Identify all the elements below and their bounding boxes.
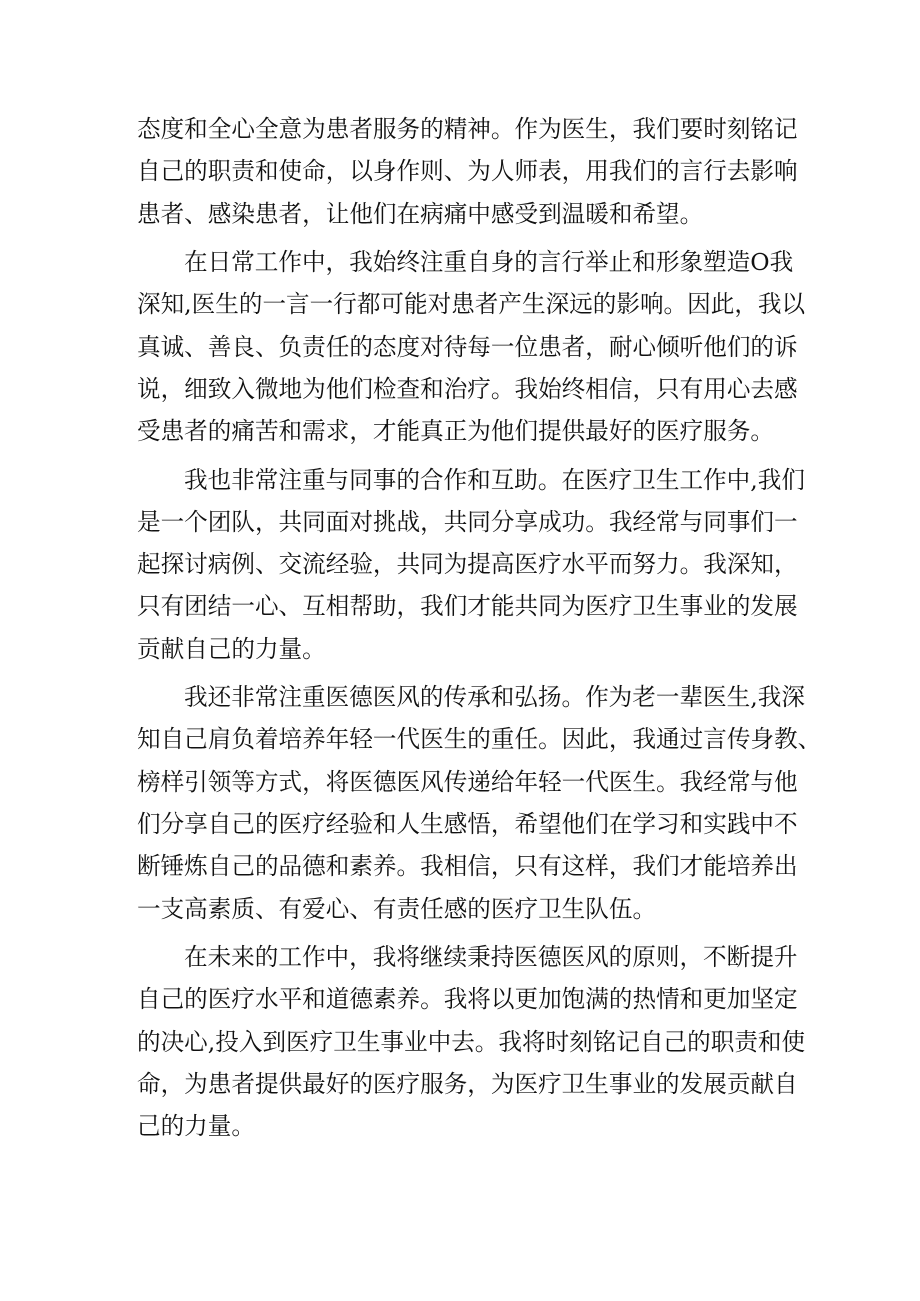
text-line: 在未来的工作中，我将继续秉持医德医风的原则，不断提升 (184, 943, 798, 972)
text-line: 一支高素质、有爱心、有责任感的医疗卫生队伍。 (137, 894, 657, 923)
text-line: 我也非常注重与同事的合作和互助。在医疗卫生工作中,我们 (184, 465, 805, 494)
text-line: 只有团结一心、互相帮助，我们才能共同为医疗卫生事业的发展 (137, 592, 798, 621)
text-line: 们分享自己的医疗经验和人生感悟，希望他们在学习和实践中不 (137, 810, 798, 839)
text-line: 断锤炼自己的品德和素养。我相信，只有这样，我们才能培养出 (137, 852, 798, 881)
text-line: 在日常工作中，我始终注重自身的言行举止和形象塑造O我 (184, 247, 794, 276)
text-line: 命，为患者提供最好的医疗服务，为医疗卫生事业的发展贡献自 (137, 1069, 798, 1098)
paragraph-3 (137, 459, 805, 670)
text-line: 我还非常注重医德医风的传承和弘扬。作为老一辈医生,我深 (184, 683, 805, 712)
text-line: 态度和全心全意为患者服务的精神。作为医生，我们要时刻铭记 (137, 115, 798, 143)
text-line: 起探讨病例、交流经验，共同为提高医疗水平而努力。我深知， (137, 550, 798, 579)
text-line: 的决心,投入到医疗卫生事业中去。我将时刻铭记自己的职责和使 (137, 1027, 806, 1056)
text-line: 是一个团队，共同面对挑战，共同分享成功。我经常与同事们一 (137, 507, 798, 536)
paragraph-1 (137, 108, 798, 235)
paragraph-4 (137, 676, 822, 930)
text-line: 贡献自己的力量。 (137, 634, 326, 663)
text-line: 自己的医疗水平和道德素养。我将以更加饱满的热情和更加坚定 (137, 985, 798, 1014)
document-body (137, 108, 822, 1148)
text-line: 受患者的痛苦和需求，才能真正为他们提供最好的医疗服务。 (137, 417, 775, 446)
paragraph-5 (137, 936, 806, 1147)
text-line: 榜样引领等方式，将医德医风传递给年轻一代医生。我经常与他 (137, 767, 798, 796)
text-line: 说，细致入微地为他们检查和治疗。我始终相信，只有用心去感 (137, 374, 798, 403)
text-line: 知自己肩负着培养年轻一代医生的重任。因此，我通过言传身教、 (137, 725, 822, 754)
text-line: 自己的职责和使命，以身作则、为人师表，用我们的言行去影响 (137, 157, 798, 186)
text-line: 患者、感染患者，让他们在病痛中感受到温暖和希望。 (137, 199, 704, 228)
paragraph-2 (137, 241, 806, 452)
text-line: 己的力量。 (137, 1112, 255, 1141)
text-line: 深知,医生的一言一行都可能对患者产生深远的影响。因此，我以 (137, 290, 806, 319)
text-line: 真诚、善良、负责任的态度对待每一位患者，耐心倾听他们的诉 (137, 332, 798, 361)
